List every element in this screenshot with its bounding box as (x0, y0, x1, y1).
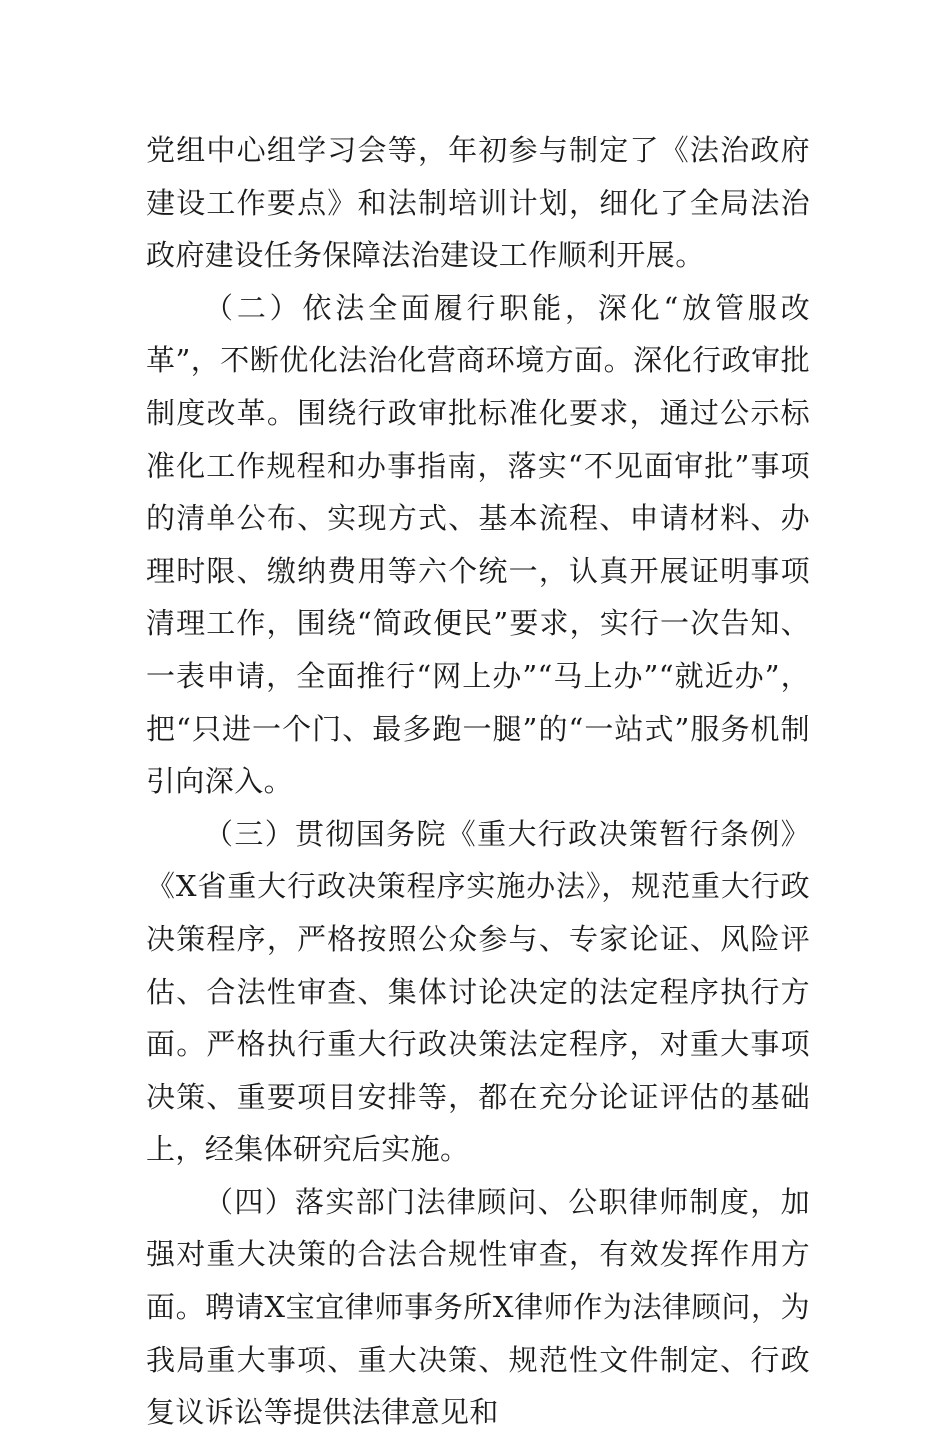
paragraph-section-2: （二）依法全面履行职能，深化“放管服改革”，不断优化法治化营商环境方面。深化行政审批制度改革。围绕行政审批标准化要求，通过公示标准化工作规程和办事指南，落实“不见面审批”事项的清单公布、实现方式、基本流程、申请材料、办理时限、缴纳费用等六个统一，认真开展证明事项清理工作，围绕“简政便民”要求，实行一次告知、一表申请，全面推行“网上办”“马上办”“就近办”，把“只进一个门、最多跑一腿”的“一站式”服务机制引向深入。 (146, 290, 810, 799)
document-body (146, 124, 810, 1439)
paragraph-section-4: （四）落实部门法律顾问、公职律师制度，加强对重大决策的合法合规性审查，有效发挥作用方面。聘请X宝宜律师事务所X律师作为法律顾问，为我局重大事项、重大决策、规范性文件制定、行政复议诉讼等提供法律意见和 (146, 1184, 810, 1430)
paragraph-section-3: （三）贯彻国务院《重大行政决策暂行条例》《X省重大行政决策程序实施办法》，规范重大行政决策程序，严格按照公众参与、专家论证、风险评估、合法性审查、集体讨论决定的法定程序执行方面。严格执行重大行政决策法定程序，对重大事项决策、重要项目安排等，都在充分论证评估的基础上，经集体研究后实施。 (146, 816, 810, 1167)
paragraph-continuation: 党组中心组学习会等，年初参与制定了《法治政府建设工作要点》和法制培训计划，细化了全局法治政府建设任务保障法治建设工作顺利开展。 (146, 133, 810, 273)
